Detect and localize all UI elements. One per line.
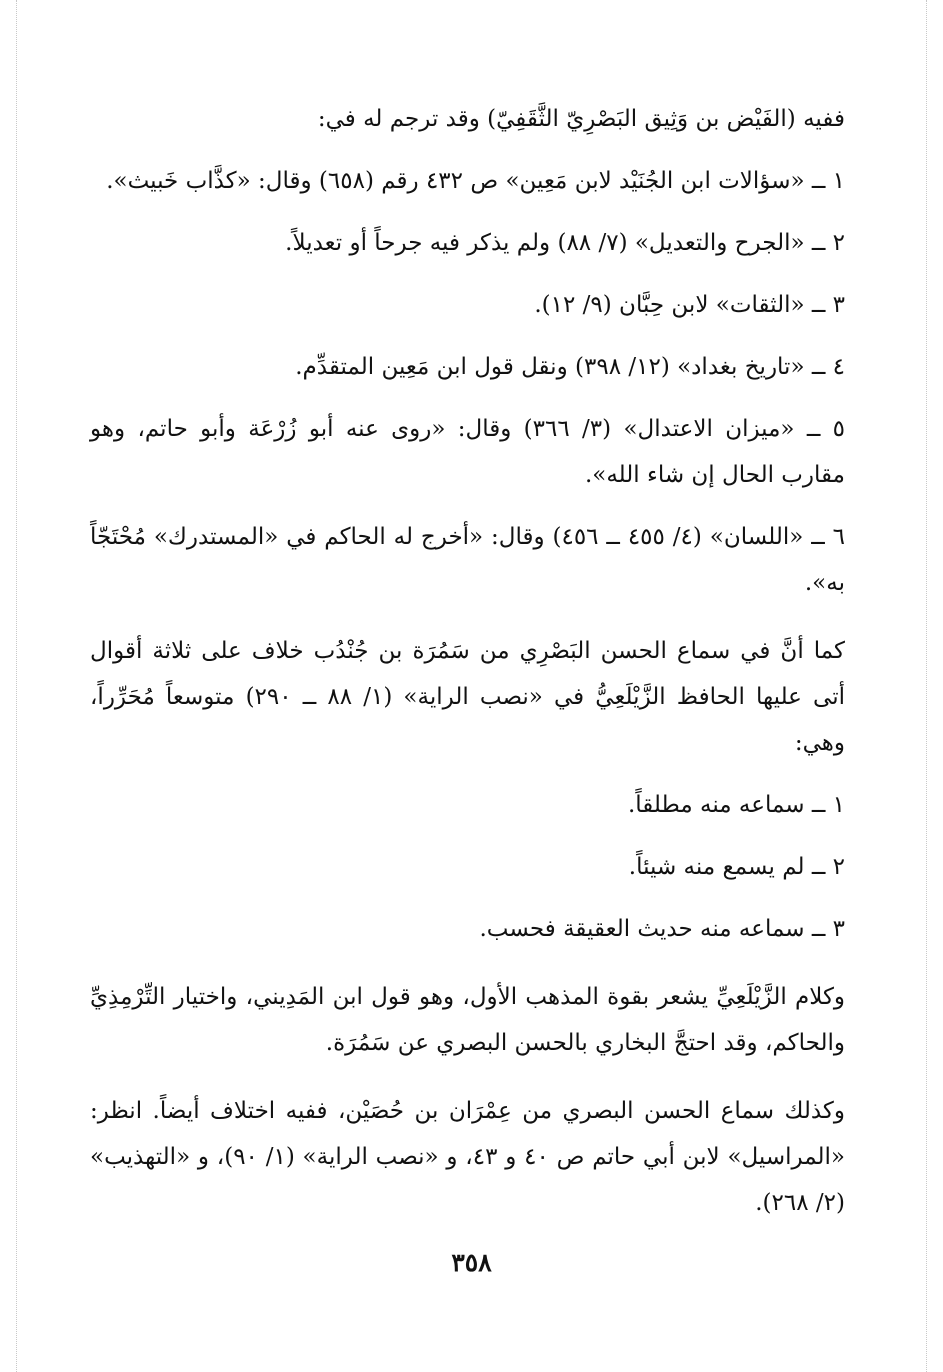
list-item-5: ٥ ــ «ميزان الاعتدال» (٣/ ٣٦٦) وقال: «روى عنه أبو زُرْعَة وأبو حاتم، وهو مقارب الحال إن شاء الله».	[90, 416, 845, 488]
opinion-item-1: ١ ــ سماعه منه مطلقاً.	[627, 792, 845, 818]
list-item-6: ٦ ــ «اللسان» (٤/ ٤٥٥ ــ ٤٥٦) وقال: «أخرج له الحاكم في «المستدرك» مُحْتَجّاً به».	[90, 524, 845, 596]
page-body	[90, 96, 845, 1226]
opinion-item-2: ٢ ــ لم يسمع منه شيئاً.	[628, 854, 845, 880]
list-item-1: ١ ــ «سؤالات ابن الجُنَيْد لابن مَعِين» ص ٤٣٢ رقم (٦٥٨) وقال: «كذَّاب خَبيث».	[106, 168, 845, 194]
opinion-item-3: ٣ ــ سماعه منه حديث العقيقة فحسب.	[479, 916, 845, 942]
page-edge-left	[16, 0, 17, 1372]
intro-paragraph: ففيه (الفَيْض بن وَثِيق البَصْرِيّ الثَّقَفِيّ) وقد ترجم له في:	[317, 106, 845, 132]
list-item-3: ٣ ــ «الثقات» لابن حِبَّان (٩/ ١٢).	[534, 292, 845, 318]
imran-paragraph: وكذلك سماع الحسن البصري من عِمْرَان بن حُصَيْن، ففيه اختلاف أيضاً. انظر: «المراسيل» لابن أبي حاتم ص ٤٠ و ٤٣، و «نصب الراية» (١/ ٩٠)، و «التهذيب» (٢/ ٢٦٨).	[90, 1098, 845, 1216]
list-item-4: ٤ ــ «تاريخ بغداد» (١٢/ ٣٩٨) ونقل قول ابن مَعِين المتقدِّم.	[295, 354, 845, 380]
list-item-2: ٢ ــ «الجرح والتعديل» (٧/ ٨٨) ولم يذكر فيه جرحاً أو تعديلاً.	[285, 230, 845, 256]
zaylai-paragraph: وكلام الزَّيْلَعِيِّ يشعر بقوة المذهب الأول، وهو قول ابن المَدِيني، واختيار التِّرْمِذِيِّ والحاكم، وقد احتجَّ البخاري بالحسن البصري عن سَمُرَة.	[90, 984, 845, 1056]
samura-paragraph: كما أنَّ في سماع الحسن البَصْرِي من سَمُرَة بن جُنْدُب خلاف على ثلاثة أقوال أتى عليها الحافظ الزَّيْلَعِيُّ في «نصب الراية» (١/ ٨٨ ــ ٢٩٠) متوسعاً مُحَرِّراً، وهي:	[90, 638, 845, 756]
page-number: ٣٥٨	[451, 1248, 492, 1277]
page-edge-right	[926, 0, 927, 1372]
